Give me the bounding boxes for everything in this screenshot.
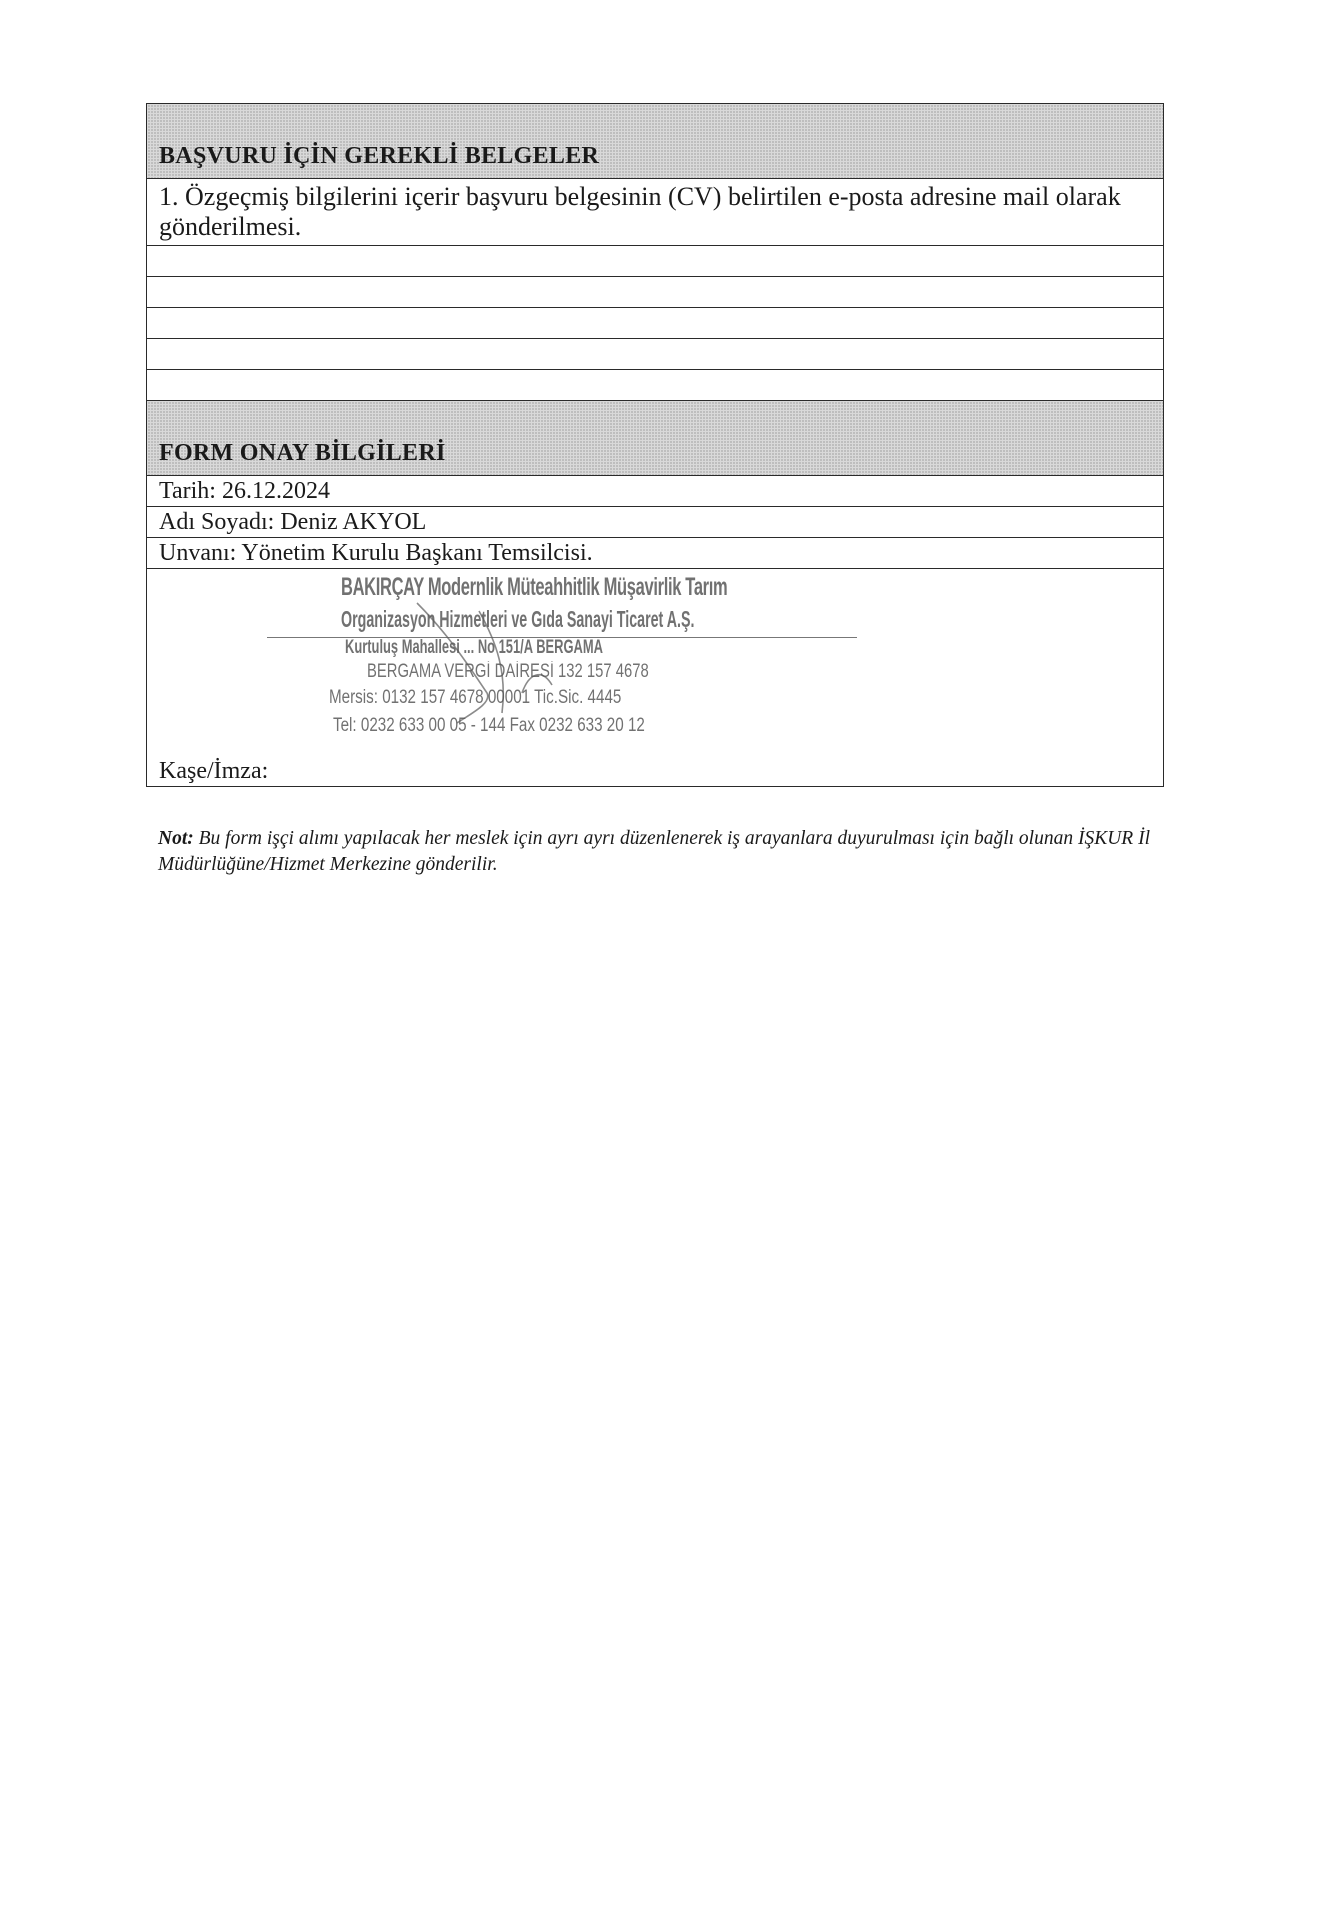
title-field: Unvanı: Yönetim Kurulu Başkanı Temsilcisi. <box>147 538 1164 569</box>
form-approval-heading: FORM ONAY BİLGİLERİ <box>147 401 1164 476</box>
empty-row <box>147 308 1164 339</box>
empty-row <box>147 370 1164 401</box>
form-approval-header-row <box>147 401 1164 476</box>
required-documents-header-row <box>147 104 1164 179</box>
required-document-item-1: 1. Özgeçmiş bilgilerini içerir başvuru belgesinin (CV) belirtilen e-posta adresine mail olarak gönderilmesi. <box>147 179 1164 246</box>
required-documents-heading: BAŞVURU İÇİN GEREKLİ BELGELER <box>147 104 1164 179</box>
footnote-label: Not: <box>158 828 194 849</box>
stamp-rule <box>267 637 857 638</box>
empty-row <box>147 277 1164 308</box>
application-form-table <box>146 103 1164 787</box>
stamp-line-4: BERGAMA VERGİ DAİRESİ 132 157 4678 <box>367 661 649 682</box>
footnote-text: Bu form işçi alımı yapılacak her meslek için ayrı ayrı düzenlenerek iş arayanlara duyurulması için bağlı olunan İŞKUR İl Müdürlüğüne/Hizmet Merkezine gönderilir. <box>158 828 1151 875</box>
stamp-line-1: BAKIRÇAY Modernlik Müteahhitlik Müşavirlik Tarım <box>341 573 728 601</box>
stamp-signature-label: Kaşe/İmza: <box>159 758 269 784</box>
name-field: Adı Soyadı: Deniz AKYOL <box>147 507 1164 538</box>
empty-row <box>147 246 1164 277</box>
date-field: Tarih: 26.12.2024 <box>147 476 1164 507</box>
empty-row <box>147 339 1164 370</box>
stamp-line-2: Organizasyon Hizmetleri ve Gıda Sanayi Ticaret A.Ş. <box>341 606 695 632</box>
title-row <box>147 538 1164 569</box>
stamp-line-6: Tel: 0232 633 00 05 - 144 Fax 0232 633 20 12 <box>333 715 645 736</box>
name-row <box>147 507 1164 538</box>
stamp-line-3: Kurtuluş Mahallesi ... No 151/A BERGAMA <box>345 637 603 658</box>
signature-scribble <box>267 573 867 743</box>
stamp-line-5: Mersis: 0132 157 4678 00001 Tic.Sic. 4445 <box>329 687 622 708</box>
date-row <box>147 476 1164 507</box>
company-stamp <box>267 573 867 743</box>
required-document-row <box>147 179 1164 246</box>
stamp-signature-row <box>147 569 1164 787</box>
footnote <box>158 826 1168 878</box>
